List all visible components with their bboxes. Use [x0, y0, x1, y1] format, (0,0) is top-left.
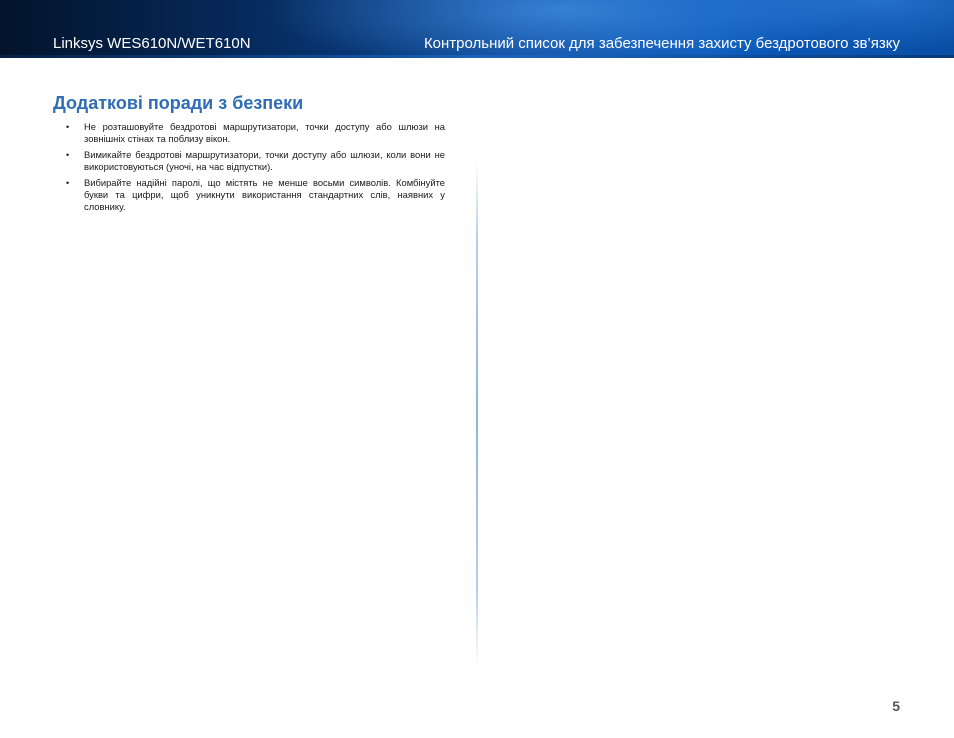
bullet: • [66, 122, 70, 132]
bullet: • [66, 178, 70, 188]
list-item [53, 149, 445, 173]
tip-text: Не розташовуйте бездротові маршрутизатори, точки доступу або шлюзи на зовнішніх стінах та поблизу вікон. [84, 121, 445, 144]
bullet: • [66, 150, 70, 160]
tip-text: Вимикайте бездротові маршрутизатори, точки доступу або шлюзи, коли вони не використовуються (уночі, на час відпустки). [84, 149, 445, 172]
header-product-name: Linksys WES610N/WET610N [53, 35, 251, 52]
tip-text: Вибирайте надійні паролі, що містять не менше восьми символів. Комбінуйте букви та цифри, щоб уникнути використання стандартних слів, наявних у словнику. [84, 177, 445, 212]
header-section-title: Контрольний список для забезпечення захисту бездротового зв’язку [423, 35, 900, 52]
page-title: Додаткові поради з безпеки [53, 93, 304, 113]
column-divider [476, 160, 478, 668]
page-number: 5 [892, 698, 900, 714]
list-item [53, 121, 445, 145]
header-banner [0, 0, 954, 58]
security-tips-list [53, 121, 445, 217]
list-item [53, 177, 445, 213]
